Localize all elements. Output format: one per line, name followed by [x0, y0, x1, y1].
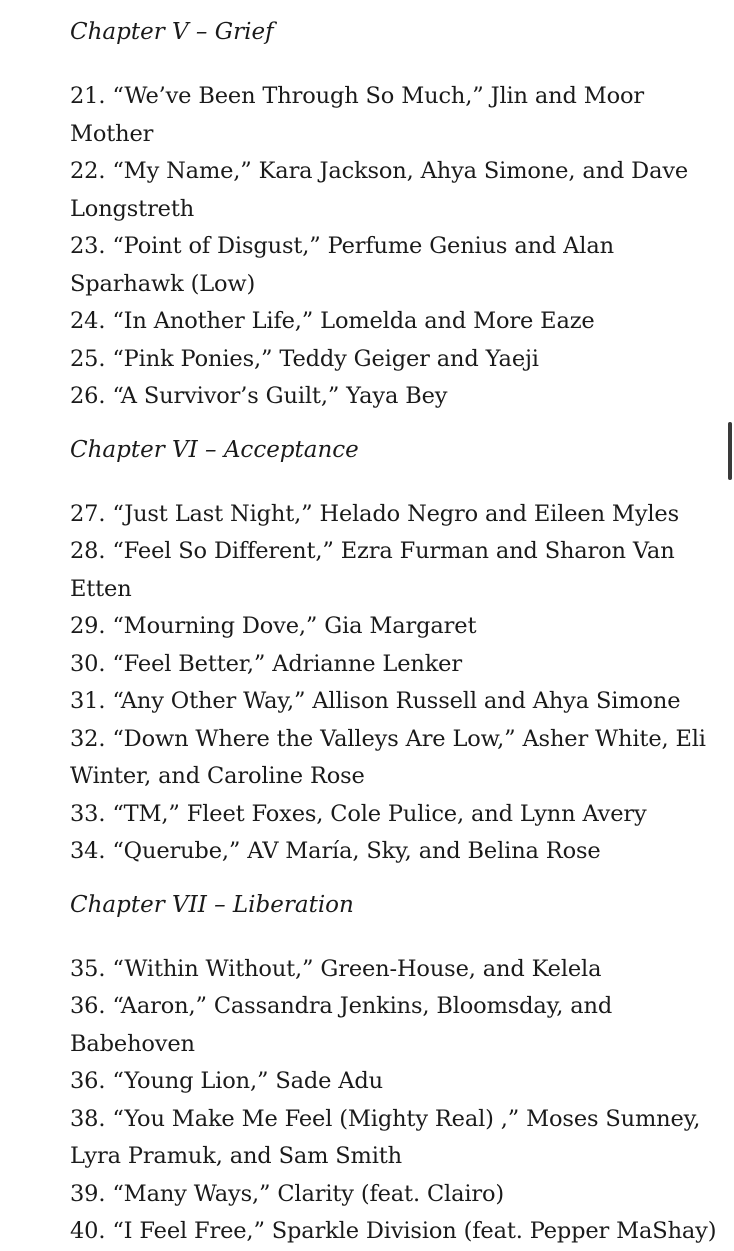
- chapter-heading: Chapter VI – Acceptance: [70, 436, 359, 463]
- chapter-section: [70, 432, 720, 887]
- track-list: [70, 951, 720, 1251]
- track-item: 21. “We’ve Been Through So Much,” Jlin and Moor Mother: [70, 83, 645, 147]
- chapter-section: [70, 887, 720, 1251]
- track-item: 36. “Young Lion,” Sade Adu: [70, 1068, 383, 1094]
- track-item: 35. “Within Without,” Green-House, and Kelela: [70, 955, 602, 982]
- track-item: 39. “Many Ways,” Clarity (feat. Clairo): [70, 1180, 505, 1207]
- track-item: 36. “Aaron,” Cassandra Jenkins, Bloomsday, and Babehoven: [70, 993, 613, 1057]
- track-item: 34. “Querube,” AV María, Sky, and Belina Rose: [70, 838, 601, 864]
- scrollbar-thumb[interactable]: [728, 422, 732, 480]
- track-item: 30. “Feel Better,” Adrianne Lenker: [70, 650, 462, 677]
- tracklist-document: [70, 14, 720, 1251]
- track-item: 32. “Down Where the Valleys Are Low,” Asher White, Eli Winter, and Caroline Rose: [70, 725, 706, 789]
- track-item: 31. “Any Other Way,” Allison Russell and Ahya Simone: [70, 688, 681, 714]
- track-item: 33. “TM,” Fleet Foxes, Cole Pulice, and Lynn Avery: [70, 800, 647, 827]
- track-item: 25. “Pink Ponies,” Teddy Geiger and Yaeji: [70, 345, 539, 372]
- track-item: 26. “A Survivor’s Guilt,” Yaya Bey: [70, 383, 448, 409]
- track-item: 28. “Feel So Different,” Ezra Furman and Sharon Van Etten: [70, 538, 675, 602]
- track-item: 38. “You Make Me Feel (Mighty Real) ,” Moses Sumney, Lyra Pramuk, and Sam Smith: [70, 1105, 701, 1169]
- track-item: 23. “Point of Disgust,” Perfume Genius and Alan Sparhawk (Low): [70, 233, 614, 297]
- track-item: 40. “I Feel Free,” Sparkle Division (feat. Pepper MaShay): [70, 1218, 717, 1244]
- track-item: 27. “Just Last Night,” Helado Negro and Eileen Myles: [70, 500, 679, 527]
- track-item: 29. “Mourning Dove,” Gia Margaret: [70, 613, 477, 639]
- track-list: [70, 78, 720, 416]
- chapter-section: [70, 14, 720, 432]
- chapter-heading: Chapter V – Grief: [70, 19, 274, 45]
- track-list: [70, 496, 720, 871]
- track-item: 22. “My Name,” Kara Jackson, Ahya Simone, and Dave Longstreth: [70, 158, 689, 222]
- chapter-heading: Chapter VII – Liberation: [70, 891, 354, 918]
- track-item: 24. “In Another Life,” Lomelda and More Eaze: [70, 308, 595, 334]
